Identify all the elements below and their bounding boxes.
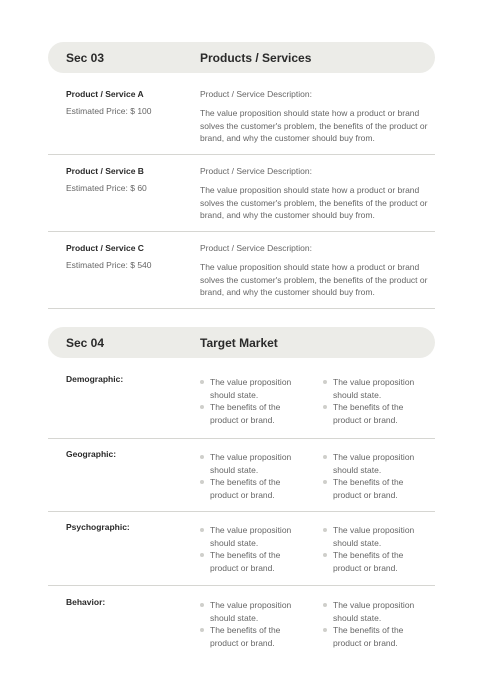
- section-03-header: [48, 42, 435, 73]
- target-market-list-col2: [323, 376, 433, 426]
- product-description: The value proposition should state how a product or brand solves the customer's problem, the benefits of the product or brand, and why the customer should buy from.: [200, 108, 428, 143]
- list-item: The value proposition should state.: [323, 524, 433, 549]
- target-market-list-col1: [200, 599, 310, 649]
- product-description-label: Product / Service Description:: [200, 89, 312, 99]
- list-item: The value proposition should state.: [323, 451, 433, 476]
- bullet-icon: [200, 603, 204, 607]
- target-market-list-col2: [323, 451, 433, 501]
- list-item: The benefits of the product or brand.: [200, 624, 310, 649]
- divider: [48, 154, 435, 155]
- divider: [48, 511, 435, 512]
- list-item: The benefits of the product or brand.: [323, 624, 433, 649]
- bullet-icon: [200, 405, 204, 409]
- divider: [48, 438, 435, 439]
- target-market-label: Geographic:: [66, 449, 117, 459]
- product-name: Product / Service B: [66, 166, 144, 176]
- list-item: The benefits of the product or brand.: [200, 549, 310, 574]
- section-number: Sec 04: [66, 336, 105, 350]
- list-item: The value proposition should state.: [200, 524, 310, 549]
- product-price: Estimated Price: $ 540: [66, 260, 152, 270]
- list-item: The value proposition should state.: [323, 599, 433, 624]
- product-name: Product / Service A: [66, 89, 144, 99]
- target-market-list-col2: [323, 599, 433, 649]
- list-item: The benefits of the product or brand.: [323, 549, 433, 574]
- list-item: The benefits of the product or brand.: [200, 476, 310, 501]
- section-number: Sec 03: [66, 51, 105, 65]
- divider: [48, 308, 435, 309]
- section-title: Target Market: [200, 336, 278, 350]
- list-item: The benefits of the product or brand.: [323, 401, 433, 426]
- target-market-list-col1: [200, 451, 310, 501]
- target-market-label: Psychographic:: [66, 522, 130, 532]
- bullet-icon: [200, 480, 204, 484]
- bullet-icon: [323, 455, 327, 459]
- product-price: Estimated Price: $ 100: [66, 106, 152, 116]
- bullet-icon: [200, 553, 204, 557]
- bullet-icon: [323, 528, 327, 532]
- bullet-icon: [323, 603, 327, 607]
- list-item: The value proposition should state.: [200, 599, 310, 624]
- list-item: The value proposition should state.: [200, 376, 310, 401]
- product-description-label: Product / Service Description:: [200, 166, 312, 176]
- list-item: The value proposition should state.: [323, 376, 433, 401]
- product-name: Product / Service C: [66, 243, 144, 253]
- product-description: The value proposition should state how a product or brand solves the customer's problem, the benefits of the product or brand, and why the customer should buy from.: [200, 185, 428, 220]
- bullet-icon: [200, 528, 204, 532]
- bullet-icon: [323, 380, 327, 384]
- section-04-header: [48, 327, 435, 358]
- divider: [48, 231, 435, 232]
- product-description: The value proposition should state how a product or brand solves the customer's problem, the benefits of the product or brand, and why the customer should buy from.: [200, 262, 428, 297]
- bullet-icon: [200, 455, 204, 459]
- list-item: The value proposition should state.: [200, 451, 310, 476]
- section-title: Products / Services: [200, 51, 312, 65]
- bullet-icon: [323, 405, 327, 409]
- target-market-list-col1: [200, 376, 310, 426]
- bullet-icon: [200, 380, 204, 384]
- target-market-label: Demographic:: [66, 374, 124, 384]
- bullet-icon: [323, 480, 327, 484]
- target-market-label: Behavior:: [66, 597, 106, 607]
- product-price: Estimated Price: $ 60: [66, 183, 147, 193]
- list-item: The benefits of the product or brand.: [323, 476, 433, 501]
- product-description-label: Product / Service Description:: [200, 243, 312, 253]
- bullet-icon: [323, 553, 327, 557]
- divider: [48, 585, 435, 586]
- bullet-icon: [200, 628, 204, 632]
- list-item: The benefits of the product or brand.: [200, 401, 310, 426]
- bullet-icon: [323, 628, 327, 632]
- target-market-list-col2: [323, 524, 433, 574]
- target-market-list-col1: [200, 524, 310, 574]
